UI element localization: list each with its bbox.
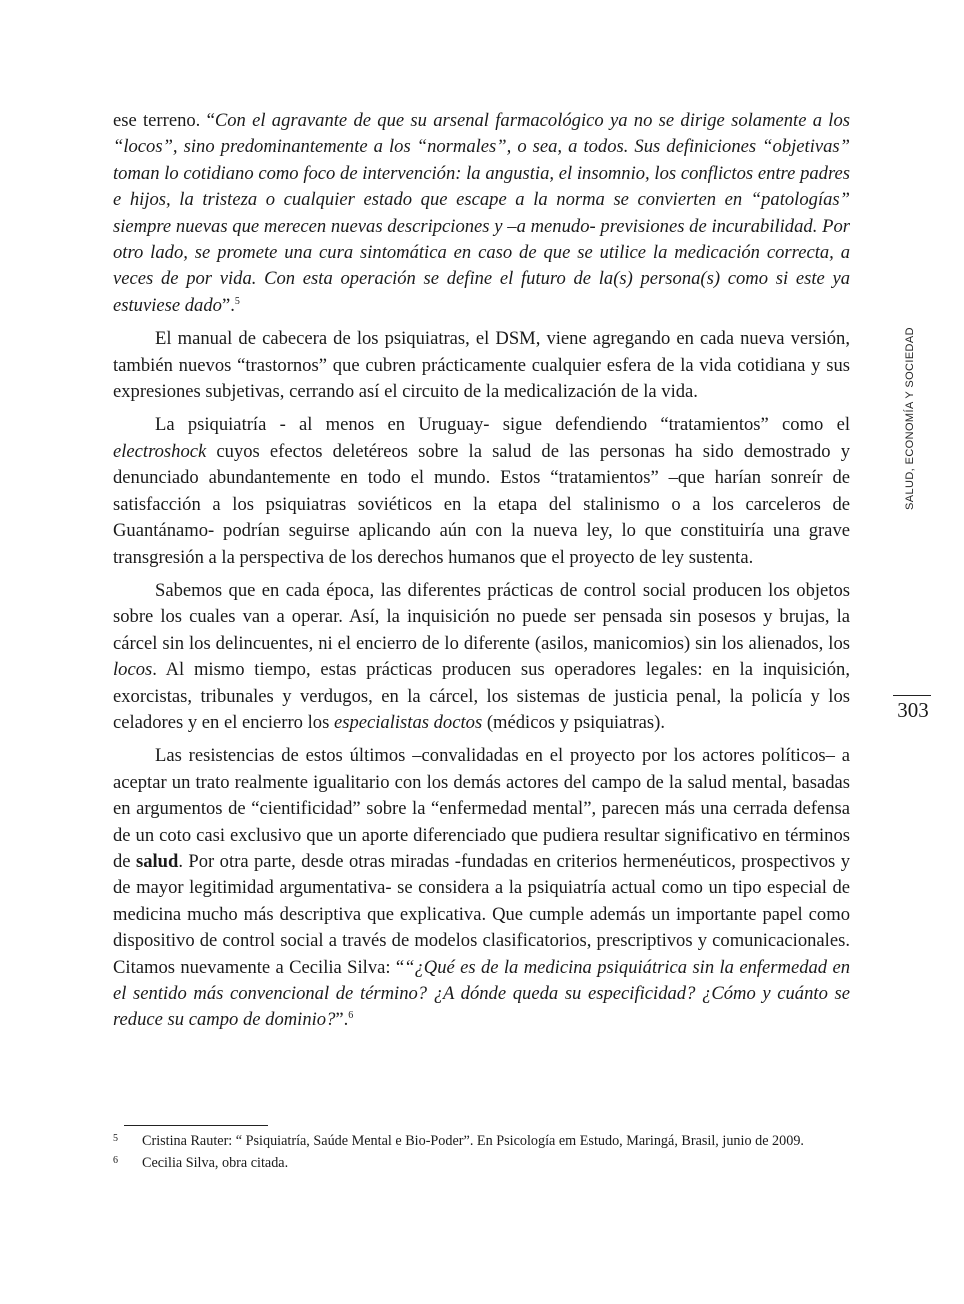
footnote-mark: 6 bbox=[113, 1155, 118, 1166]
paragraph-5: Las resistencias de estos últimos –convalidadas en el proyecto por los actores políticos– a aceptar un trato realmente igualitario con los demás actores del campo de la salud mental, basadas en argumentos de “cientificidad” sobre la “enfermedad mental”, parecen más una cerrada defensa de un coto casi exclusivo que un aporte diferenciado que pudiera resultar significativo en términos de salud. Por otra parte, desde otras miradas -fundadas en criterios hermenéuticos, prospectivos y de mayor legitimidad argumentativa- se considera a la psiquiatría actual como un tipo especial de medicina mucho más descriptiva que explicativa. Que cumple además un importante papel como dispositivo de control social a través de modelos clasificatorios, prescriptivos y comunicacionales. Citamos nuevamente a Cecilia Silva: ““¿Qué es de la medicina psiquiátrica sin la enfermedad en el sentido más convencional de término? ¿A dónde queda su especificidad? ¿Cómo y cuánto se reduce su campo de dominio?”.$^6$ bbox=[113, 745, 851, 1031]
footnote-ref-6: 6 bbox=[348, 1010, 354, 1022]
section-running-head: SALUD, ECONOMÍA Y SOCIEDAD bbox=[904, 327, 916, 510]
footnote-5: 5 Cristina Rauter: “ Psiquiatría, Saúde Mental e Bio-Poder”. En Psicología em Estudo, Maringá, Brasil, junio de 2009. bbox=[113, 1130, 850, 1152]
footnotes bbox=[113, 1130, 850, 1174]
emphasis-especialistas: especialistas doctos bbox=[333, 711, 483, 733]
bold-salud: salud bbox=[135, 850, 179, 872]
paragraph-3: La psiquiatría - al menos en Uruguay- sigue defendiendo “tratamientos” como el electroshock cuyos efectos deletéreos sobre la salud de las personas ha sido demostrado y denunciado abundantemente en todo el mundo. Estos “tratamientos” –que harían sonreír de satisfacción a los psiquiatras soviéticos en la etapa del stalinismo o a los carceleros de Guantánamo- podrían seguirse aplicando aún con la nueva ley, lo que constituiría una grave transgresión a la perspectiva de los derechos humanos que el proyecto de ley sustenta. bbox=[113, 414, 850, 568]
emphasis-electroshock: electroshock bbox=[113, 440, 207, 462]
footnote-divider bbox=[124, 1125, 268, 1126]
footnote-mark: 5 bbox=[113, 1133, 118, 1144]
quote-text: Con el agravante de que su arsenal farmacológico ya no se dirige solamente a los “locos”, sino predominantemente a los “normales”, o sea, a todos. Sus definiciones “objetivas” toman lo cotidiano como foco de intervención: la angustia, el insomnio, los conflictos entre padres e hijos, la tristeza o cualquier estado que escape a la norma se convierten en “patologías” siempre nuevas que merecen nuevas descripciones y –a menudo- previsiones de incurabilidad. Por otro lado, se promete una cura sintomática en caso de que se utilice la medicación correcta, a veces de por vida. Con esta operación se define el futuro de la(s) persona(s) como si este ya estuviese dado bbox=[113, 110, 851, 316]
main-text bbox=[113, 108, 850, 1041]
page-number: 303 bbox=[897, 698, 929, 722]
quote-text: “¿Qué es de la medicina psiquiátrica sin la enfermedad en el sentido más convencional de término? ¿A dónde queda su especificidad? ¿Cómo y cuánto se reduce su campo de dominio? bbox=[113, 956, 851, 1031]
footnote-6: 6 Cecilia Silva, obra citada. bbox=[113, 1152, 850, 1174]
paragraph-1: ese terreno. “Con el agravante de que su arsenal farmacológico ya no se dirige solamente a los “locos”, sino predominantemente a los “normales”, o sea, a todos. Sus definiciones “objetivas” toman lo cotidiano como foco de intervención: la angustia, el insomnio, los conflictos entre padres e hijos, la tristeza o cualquier estado que escape a la norma se convierten en “patologías” siempre nuevas que merecen nuevas descripciones y –a menudo- previsiones de incurabilidad. Por otro lado, se promete una cura sintomática en caso de que se utilice la medicación correcta, a veces de por vida. Con esta operación se define el futuro de la(s) persona(s) como si este ya estuviese dado”.$^5$ bbox=[113, 110, 851, 316]
page-number-rule bbox=[893, 695, 931, 696]
emphasis-locos: locos bbox=[113, 659, 153, 681]
footnote-ref-5: 5 bbox=[234, 295, 240, 307]
paragraph-2: El manual de cabecera de los psiquiatras, el DSM, viene agregando en cada nueva versión, también nuevos “trastornos” que cubren prácticamente cualquier esfera de la vida cotidiana y sus expresiones subjetivas, cerrando así el circuito de la medicalización de la vida. bbox=[113, 328, 850, 403]
paragraph-4: Sabemos que en cada época, las diferentes prácticas de control social producen los objetos sobre los cuales van a operar. Así, la inquisición no puede ser pensada sin posesos y brujas, la cárcel sin los delincuentes, ni el encierro de lo diferente (asilos, manicomios) sin los alienados, los locos. Al mismo tiempo, estas prácticas producen sus operadores legales: en la inquisición, exorcistas, tribunales y verdugos, en la cárcel, los sistemas de justicia penal, la policía y los celadores y en el encierro los especialistas doctos (médicos y psiquiatras). bbox=[113, 579, 850, 733]
